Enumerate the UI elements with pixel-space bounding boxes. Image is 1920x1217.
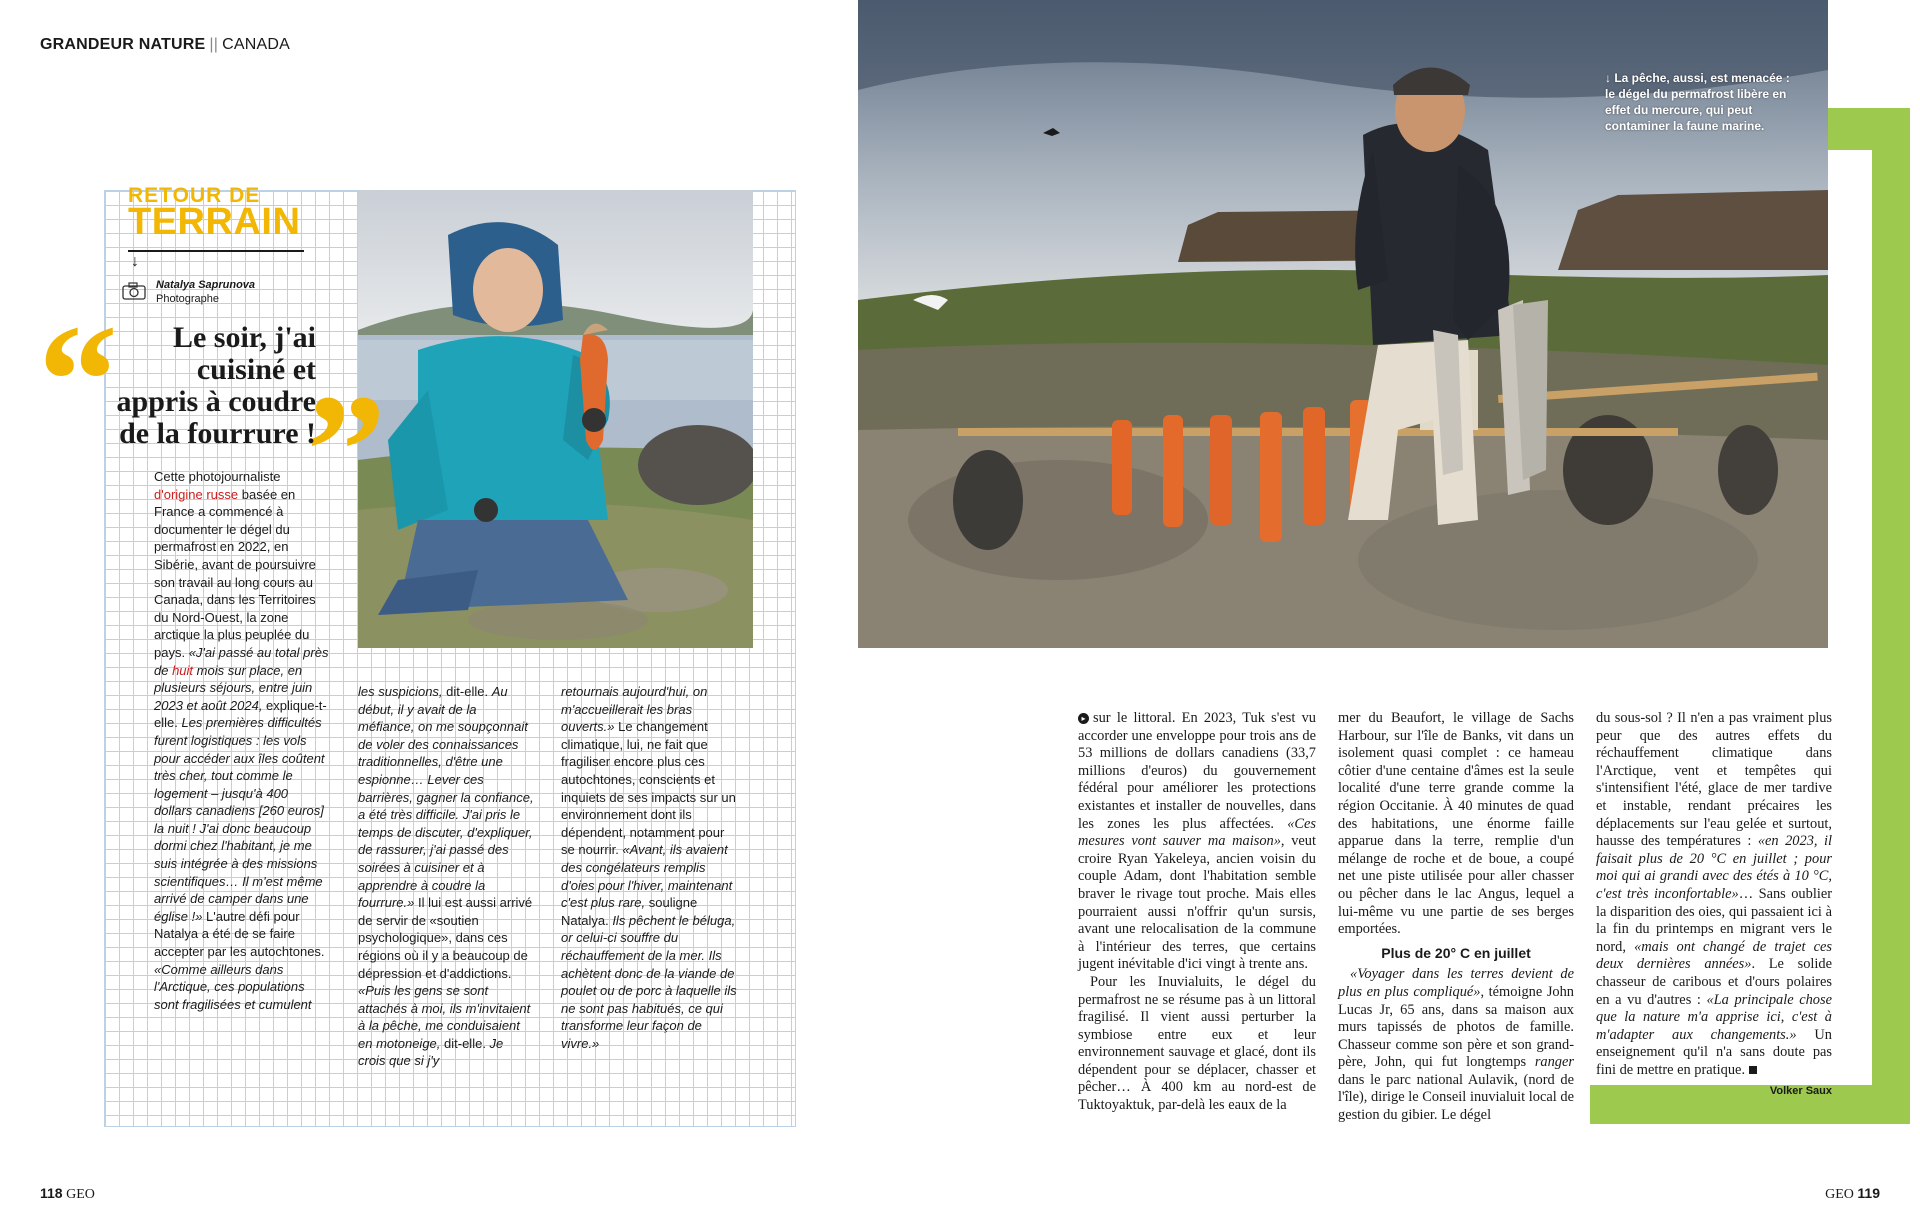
box-text: dit-elle. — [442, 684, 492, 699]
pull-quote-line: Le soir, j'ai — [172, 321, 316, 354]
box-quote: Les premières difficultés furent logistiques : les vols pour accéder aux îles coûtent très cher, tout comme le logement – jusqu'à 400 dollars canadiens [260 euros] la nuit ! J'ai donc beaucoup dormi chez l'habitant, je me suis intégrée à des missions scientifiques… Il m'est même arrivé de camper dans une église !» — [154, 715, 325, 924]
photo-illustration — [358, 190, 753, 648]
pull-quote — [40, 322, 316, 450]
box-quote: mois sur place, en plusieurs séjours, entre juin 2023 et août 2024, — [154, 662, 313, 713]
kicker-line-1: RETOUR DE — [128, 184, 261, 207]
article-paragraph: mer du Beaufort, le village de Sachs Harbour, sur l'île de Banks, vit dans un isolement quasi complet : ce hameau côtier d'une centaine d'âmes est la seule localité d'une terre grande comme la région Occitanie. À 40 minutes de quad des habitations, une énorme faille apparue dans la terre, remplie d'un mélange de roche et de boue, a coupé net une piste utilisée pour aller chasser ou pêcher dans le lac Angus, lequel a lui-même vu une partie de ses berges emportées. — [1338, 710, 1574, 938]
box-text: basée en France a commencé à documenter le dégel du permafrost en 2022, en Sibérie, avant de poursuivre son travail au long cours au Canada, dans les Territoires du Nord-Ouest, la zone arctique la plus peuplée du pays. — [154, 486, 316, 660]
arrow-down-icon: ↓ — [1605, 71, 1611, 85]
caption-text: La pêche, aussi, est menacée : le dégel du permafrost libère en effet du mercure, qui peut contaminer la faune marine. — [1605, 71, 1790, 133]
magazine-brand: GEO — [1825, 1187, 1854, 1202]
article-text: . Le solide chasseur de caribous et d'ours polaires en a vu d'autres : — [1596, 956, 1832, 1008]
article-text: dans le parc national Aulavik, (nord de l'île), dirige le Conseil inuvialuit local de gestion du gibier. Le dégel — [1338, 1071, 1574, 1124]
page-number-left — [40, 1185, 95, 1203]
close-quote-mark: ” — [306, 361, 364, 539]
box-quote: Ils pêchent le béluga, or celui-ci souffre du réchauffement de la mer. Ils achètent donc de la viande de poulet ou de porc à laquelle ils ne sont pas habitués, ce qui transforme leur façon de vivre.» — [561, 912, 737, 1051]
article-column-3 — [1596, 710, 1832, 1101]
article-text: … Sans oublier la disparition des oies, qui passaient ici à la fin du printemps en migrant vers le nord, — [1596, 885, 1832, 955]
article-signature: Volker Saux — [1769, 1085, 1832, 1098]
magazine-brand: GEO — [66, 1187, 95, 1202]
article-column-2 — [1338, 710, 1574, 1125]
pull-quote-line: de la fourrure ! — [119, 417, 316, 450]
end-of-article-icon — [1749, 1066, 1757, 1074]
box-text: L'autre défi pour Natalya a été de se faire accepter par les autochtones. — [154, 908, 325, 960]
camera-icon — [122, 282, 146, 300]
box-text-link[interactable]: huit — [172, 662, 194, 678]
article-text: , témoigne John Lucas Jr, 65 ans, dans sa maison aux murs tapissés de photos de famille. Chasseur comme son père et son grand-père, John, qui fut longtemps — [1338, 983, 1575, 1071]
section-name: GRANDEUR NATURE — [40, 36, 206, 53]
box-column-1 — [154, 468, 329, 1013]
section-separator: || — [209, 36, 219, 53]
pull-quote-line: cuisiné et — [196, 353, 316, 386]
box-quote: les suspicions, — [358, 684, 443, 699]
box-column-3 — [561, 683, 741, 1052]
box-text-link[interactable]: d'origine russe — [154, 486, 239, 502]
green-frame-inner — [1828, 150, 1872, 1085]
author-name: Natalya Saprunova — [156, 279, 256, 291]
box-column-2 — [358, 683, 534, 1070]
page-number: 118 — [40, 1185, 63, 1201]
box-quote: Au début, il y avait de la méfiance, on me soupçonnait de voler des connaissances traditionnelles, d'être une espionne… Lever ces barrières, gagner la confiance, a été très difficile. J'ai pris le temps de discuter, d'expliquer, de rassurer, j'ai passé des soirées à cuisiner et à apprendre à coudre la fourrure.» — [358, 684, 534, 911]
article-paragraph — [1338, 966, 1574, 1124]
box-quote: «J'ai passé au total près de — [154, 644, 329, 678]
article-text: Un enseignement qu'il n'a sans doute pas fini de mettre en pratique. — [1596, 1026, 1833, 1078]
page-number-right — [1825, 1185, 1880, 1203]
section-country: CANADA — [222, 36, 290, 53]
open-quote-mark: “ — [38, 291, 96, 469]
article-quote: «Voyager dans les terres devient de plus en plus compliqué» — [1338, 966, 1574, 1000]
box-text: Il lui est aussi arrivé de servir de «soutien psychologique», dans ces régions où il y a beaucoup de dépression et d'addictions. — [358, 895, 533, 981]
box-kicker — [128, 184, 301, 244]
article-text-italic: ranger — [1534, 1054, 1574, 1071]
box-text: Cette photojournaliste — [154, 469, 281, 484]
article-subheading: Plus de 20° C en juillet — [1381, 944, 1531, 961]
article-quote: «mais ont changé de trajet ces deux dernières années» — [1596, 938, 1833, 973]
box-quote: Je crois que si j'y — [358, 1035, 504, 1069]
page-number: 119 — [1857, 1185, 1880, 1201]
box-quote: «Comme ailleurs dans l'Arctique, ces populations sont fragilisées et cumulent — [154, 961, 312, 1012]
pull-quote-line: appris à coudre — [116, 385, 316, 418]
continuation-bullet-icon: ▸ — [1078, 713, 1089, 724]
article-text: sur le littoral. En 2023, Tuk s'est vu accorder une enveloppe pour trois ans de 53 millions de dollars canadiens (33,7 millions d'euros) du gouvernement fédéral pour améliorer les protections existantes et installer de nouvelles, dans les zones les plus affectées. — [1078, 710, 1316, 832]
photo-caption — [1605, 70, 1790, 134]
author-credit — [156, 278, 255, 306]
arrow-down-icon: ↓ — [131, 253, 139, 270]
article-paragraph: Pour les Inuvialuits, le dégel du permafrost ne se résume pas à un littoral fragilisé. Il vient aussi perturber la symbiose entre eux et leur environnement sauvage et glacé, dont ils dépendent pour se déplacer, chasser et pêcher… À 400 km au nord-est de Tuktoyaktuk, par-delà les eaux de la — [1078, 973, 1316, 1114]
box-text: dit-elle. — [440, 1035, 490, 1051]
author-role: Photographe — [156, 293, 219, 305]
box-quote: retournais aujourd'hui, on m'accueillerait les bras ouverts.» — [561, 684, 708, 735]
box-text: Le changement climatique, lui, ne fait que fragiliser encore plus ces autochtones, conscients et inquiets de ses impacts sur un environnement dont ils dépendent, notamment pour se nourrir. — [561, 719, 736, 858]
article-column-1 — [1078, 710, 1316, 1115]
photo-photographer-with-fish — [358, 190, 753, 648]
box-text: souligne Natalya. — [561, 895, 698, 928]
article-quote: «Ces mesures vont sauver ma maison» — [1078, 815, 1316, 850]
box-text: explique-t-elle. — [154, 697, 327, 731]
article-text: du sous-sol ? Il n'en a pas vraiment plus peur que des autres effets du réchauffement climatique dans l'Arctique, vent et tempêtes qui s'intensifient l'été, glace de mer tardive et instable, rendant précaires les déplacements sur l'eau gelée et surtout, hausse des températures : — [1596, 710, 1832, 850]
section-header — [40, 36, 290, 54]
article-quote: «La principale chose que la nature m'a apprise ici, c'est à m'adapter aux changements.» — [1596, 991, 1832, 1043]
kicker-line-2: TERRAIN — [128, 201, 301, 244]
kicker-rule — [128, 250, 304, 252]
box-quote: «Avant, ils avaient des congélateurs remplis d'oies pour l'hiver, maintenant c'est plus rare, — [561, 842, 733, 911]
box-quote: «Puis les gens se sont attachés à moi, ils m'invitaient à la pêche, me conduisaient en motoneige, — [358, 983, 531, 1051]
article-quote: «en 2023, il faisait plus de 20 °C en juillet ; pour moi qui ai grandi avec des étés à 10 °C, c'est très inconfortable» — [1596, 833, 1832, 902]
article-text: , veut croire Ryan Yakeleya, ancien voisin du couple Adam, dont l'habitation semble braver le rivage tout proche. Mais elles pourraient aussi n'offrir qu'un sursis, avant une relocalisation de la commune à l'intérieur des terres, que certains jugent inévitable d'ici vingt à trente ans. — [1078, 833, 1316, 973]
